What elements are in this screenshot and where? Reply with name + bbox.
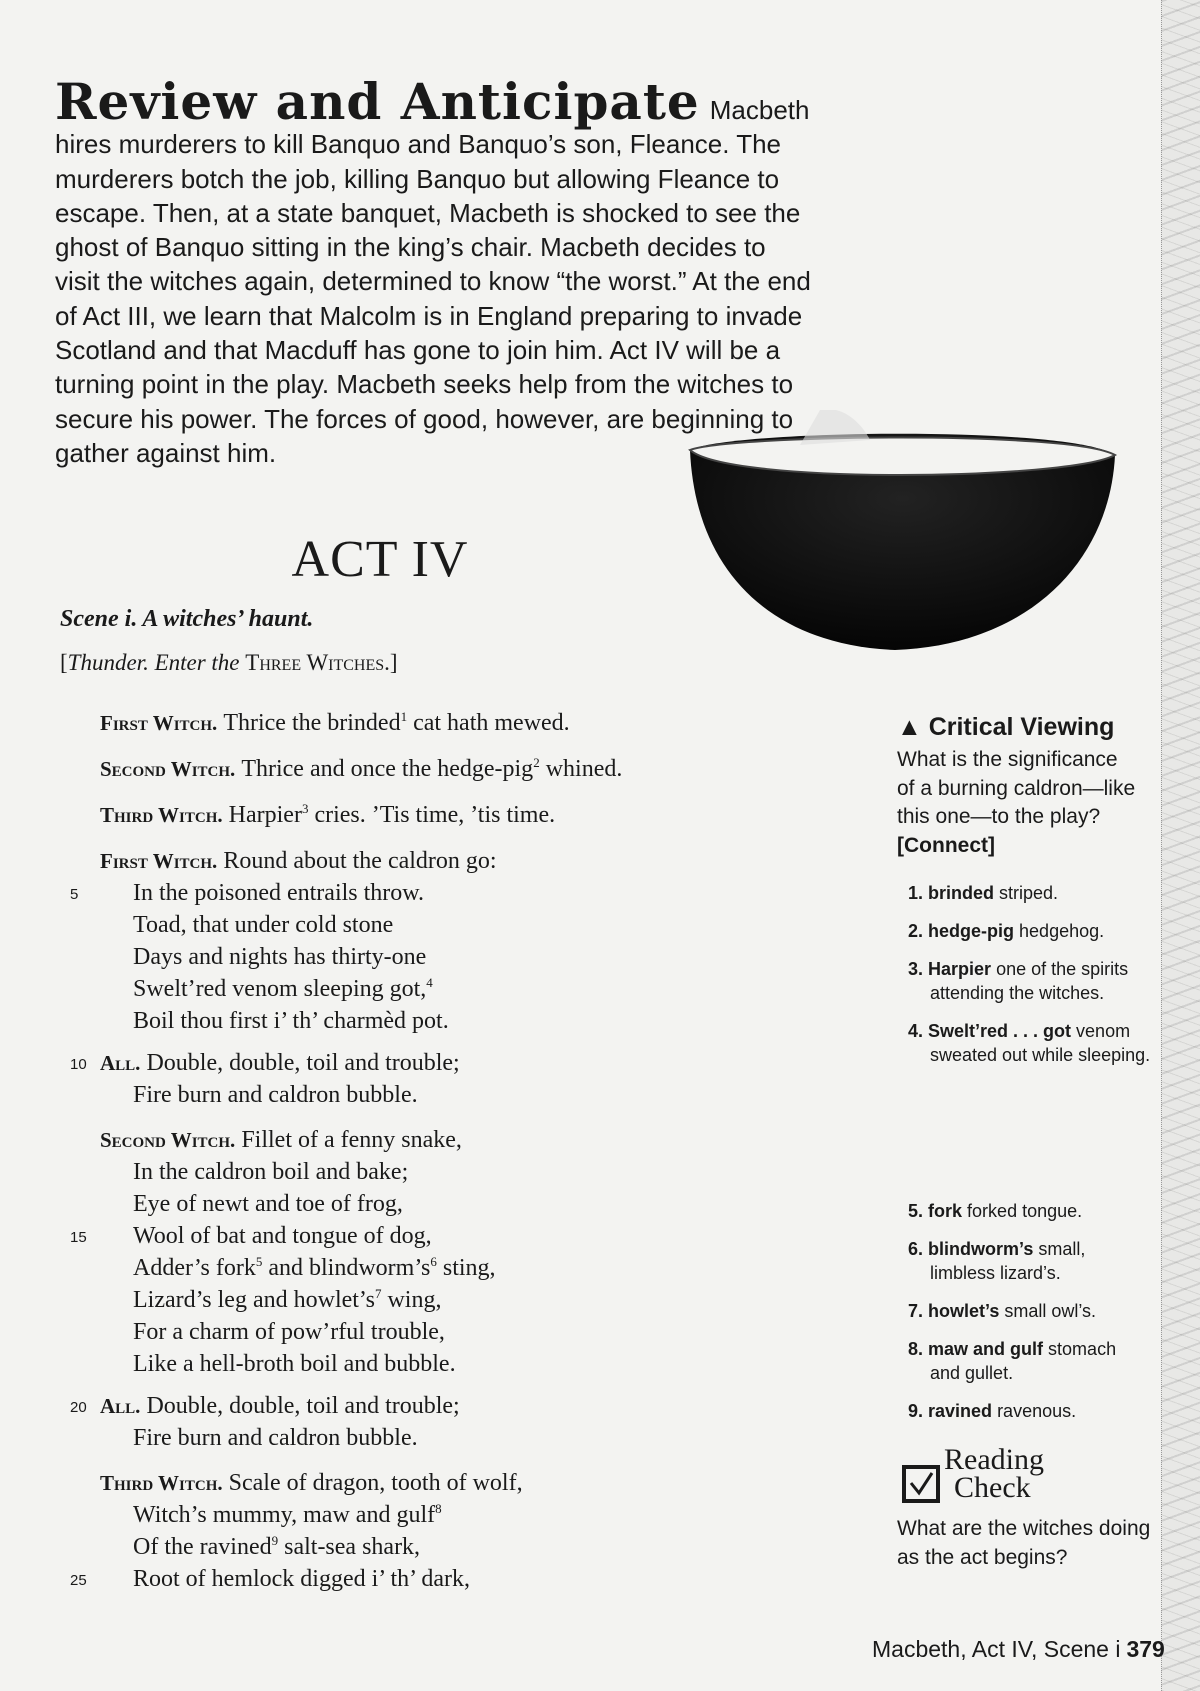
line-text: In the poisoned entrails throw. [133, 880, 425, 906]
footnote-definition: hedgehog. [1019, 921, 1105, 941]
verse-line: Witch’s mummy, maw and gulf$^8$ [133, 1501, 442, 1528]
footnote-continued: and gullet. [930, 1362, 1014, 1383]
footnote-item [908, 1338, 1173, 1385]
verse-line: Third Witch. Harpier$^3$ cries. ’Tis time, ’tis time. [100, 801, 556, 828]
decorative-border [1161, 0, 1200, 1691]
verse-line [133, 1425, 418, 1452]
verse-line [133, 1082, 418, 1109]
footnote-marker: 7 [374, 1286, 382, 1301]
verse-line: Second Witch. Thrice and once the hedge-pig$^2$ whined. [100, 755, 623, 782]
line-number: 20 [70, 1399, 87, 1416]
footnote-item [908, 958, 1173, 1005]
verse-line: Swelt’red venom sleeping got,$^4$ [133, 975, 433, 1002]
footnote-item [908, 1300, 1173, 1324]
line-text: Root of hemlock digged i’ th’ dark, [133, 1566, 471, 1592]
footnote-definition: ravenous. [997, 1401, 1077, 1421]
verse-line: Of the ravined$^9$ salt-sea shark, [133, 1533, 421, 1560]
verse-line: Adder’s fork$^5$ and $blindworm’s^6$ sting, [133, 1254, 496, 1281]
line-text: Days and nights has thirty-one [133, 944, 427, 970]
stage-direction: [Thunder. Enter the Three Witches.] [60, 650, 398, 675]
verse-line [133, 1319, 445, 1346]
line-text: Like a hell-broth boil and bubble. [133, 1351, 456, 1377]
verse-line [133, 944, 426, 971]
footnote-item [908, 920, 1173, 944]
verse-line [133, 1223, 432, 1250]
verse-line [133, 1008, 449, 1035]
footnote-term: 5. fork [908, 1201, 963, 1221]
page-footer [872, 1636, 1165, 1663]
footnote-definition: one of the spirits [996, 959, 1129, 979]
footnote-term: 9. ravined [908, 1401, 993, 1421]
verse-line [133, 1159, 408, 1186]
verse-line [100, 1393, 460, 1420]
reading-check-icon [902, 1445, 1082, 1505]
speaker-name: Second Witch. [100, 757, 236, 781]
line-text: Double, double, toil and trouble; [146, 1393, 460, 1419]
footnote-term: 2. hedge-pig [908, 921, 1015, 941]
footnote-item [908, 882, 1173, 906]
speaker-name: Second Witch. [100, 1128, 236, 1152]
line-number: 15 [70, 1229, 87, 1246]
footnote-marker: 4 [426, 975, 433, 990]
connect-tag: [Connect] [897, 833, 995, 857]
line-text: Fillet of a fenny snake, [241, 1127, 462, 1153]
footnote-marker: 6 [430, 1254, 437, 1269]
critical-viewing-body: What is the significance of a burning caldron—like this one—to the play? [Connect] [897, 748, 1136, 857]
line-text: Scale of dragon, tooth of wolf, [228, 1470, 523, 1496]
review-heading: Review and Anticipate [55, 72, 700, 131]
verse-line: Lizard’s leg and $howlet’s^7$ wing, [133, 1286, 442, 1313]
footnote-marker: 2 [533, 755, 540, 770]
footnote-definition: venom [1076, 1021, 1131, 1041]
footnote-item [908, 1200, 1173, 1224]
reading-check-question: What are the witches doing as the act begins? [897, 1517, 1151, 1569]
line-text: Boil thou first i’ th’ charmèd pot. [133, 1008, 449, 1034]
footnote-term: 6. blindworm’s [908, 1239, 1034, 1259]
verse-line [100, 848, 497, 875]
speaker-name: Third Witch. [100, 803, 223, 827]
footnote-term: 3. Harpier [908, 959, 992, 979]
verse-line [100, 1470, 523, 1497]
speaker-name: Third Witch. [100, 1471, 223, 1495]
line-number: 5 [70, 886, 79, 903]
line-text: Wool of bat and tongue of dog, [133, 1223, 432, 1249]
footnote-definition: striped. [999, 883, 1059, 903]
verse-line [133, 912, 393, 939]
speaker-name: All. [100, 1051, 141, 1075]
line-number: 10 [70, 1056, 87, 1073]
footnote-definition: forked tongue. [967, 1201, 1083, 1221]
line-text: Double, double, toil and trouble; [146, 1050, 460, 1076]
critical-viewing-title: ▲ Critical Viewing [897, 713, 1115, 741]
footnote-item [908, 1238, 1173, 1285]
footnote-definition: small, [1038, 1239, 1086, 1259]
footnote-item [908, 1020, 1173, 1067]
page-number: 379 [1126, 1636, 1165, 1662]
footnote-item [908, 1400, 1173, 1424]
footnote-marker: 9 [271, 1533, 279, 1548]
footnote-marker: 5 [255, 1254, 263, 1269]
speaker-name: All. [100, 1394, 141, 1418]
footnote-marker: 1 [400, 709, 408, 724]
footnote-marker: 3 [301, 801, 309, 816]
footnote-term: 8. maw and gulf [908, 1339, 1044, 1359]
line-text: Fire burn and caldron bubble. [133, 1425, 418, 1451]
verse-line [100, 1050, 460, 1077]
line-text: For a charm of pow’rful trouble, [133, 1319, 445, 1345]
line-text: Toad, that under cold stone [133, 912, 394, 938]
scene-heading: Scene i. A witches’ haunt. [60, 606, 314, 632]
verse-line [133, 1351, 456, 1378]
footnote-continued: limbless lizard’s. [930, 1262, 1061, 1283]
verse-line [133, 1191, 403, 1218]
reading-check-line2: Check [954, 1471, 1031, 1504]
footnote-definition: small owl’s. [1004, 1301, 1097, 1321]
line-text: Round about the caldron go: [223, 848, 497, 874]
reading-check-line1: Reading [944, 1445, 1044, 1476]
footnote-term: 7. howlet’s [908, 1301, 1000, 1321]
speaker-name: First Witch. [100, 711, 218, 735]
footnote-marker: 8 [435, 1501, 442, 1516]
line-text: Fire burn and caldron bubble. [133, 1082, 418, 1108]
intro-text: Macbeth hires murderers to kill Banquo and Banquo’s son, Fleance. The murderers botch the job, killing Banquo but allowing Fleance to escape. Then, at a state banquet, Macbeth is shocked to see the ghost of Banquo sitting in the king’s chair. Macbeth decides to visit the witches again, determined to know “the worst.” At the end of Act III, we learn that Malcolm is in England preparing to invade Scotland and that Macduff has gone to join him. Act IV will be a turning point in the play. Macbeth seeks help from the witches to secure his power. The forces of good, however, are beginning to gather against him. [55, 95, 811, 468]
line-number: 25 [70, 1572, 87, 1589]
verse-line: First Witch. Thrice the brinded$^1$ cat hath mewed. [100, 709, 570, 736]
verse-line [133, 1566, 470, 1593]
line-text: In the caldron boil and bake; [133, 1159, 409, 1185]
footnote-definition: stomach [1048, 1339, 1117, 1359]
footer-title: Macbeth, Act IV, Scene i [872, 1636, 1121, 1662]
footnote-term: 1. brinded [908, 883, 995, 903]
footnote-term: 4. Swelt’red . . . got [908, 1021, 1072, 1041]
verse-line [100, 1127, 462, 1154]
footnote-continued: attending the witches. [930, 982, 1105, 1003]
line-text: Eye of newt and toe of frog, [133, 1191, 403, 1217]
verse-line [133, 880, 424, 907]
act-title: ACT IV [291, 531, 469, 588]
speaker-name: First Witch. [100, 849, 218, 873]
footnote-continued: sweated out while sleeping. [930, 1044, 1151, 1065]
